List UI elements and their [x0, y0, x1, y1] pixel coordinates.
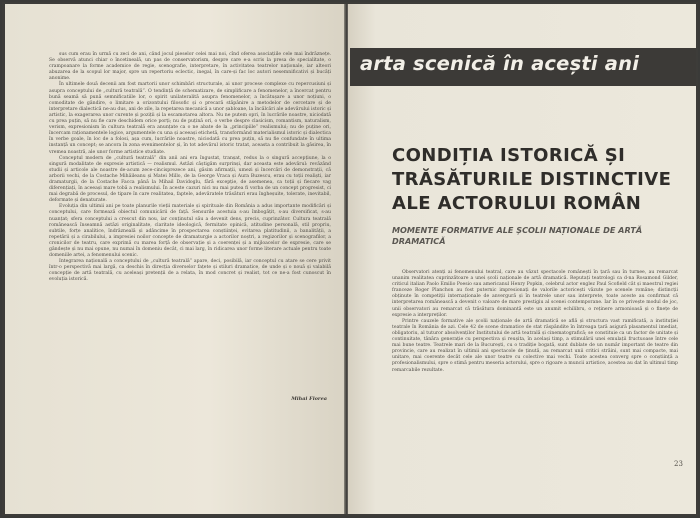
- left-article-column: [49, 52, 331, 284]
- left-paragraph: Integrarea națională a conceptului de „cultură teatrală” apare, deci, posibilă, iar conceptul cu atare se cere privit într-o perspectivă mai largă, ca deschis în direcția diverselor fațete și stiluri dramatice, de unde și o nouă și valabilă concepție de artă teatrală, cu aceleași pretenții de a relata, în mod concret și realist, tot ce ne-a fost cunoscut în evoluția istorică.: [49, 259, 331, 283]
- magazine-spread: [2, 2, 698, 516]
- right-page: [348, 4, 696, 514]
- right-paragraph: Printre cauzele formative ale școlii naționale de artă dramatică se află și structura vast ramificată, a instituției teatrale în România de azi. Cele 42 de scene dramatice de stat răspândite în întreaga țară asigură plasamentul imediat, obligatoriu, al tuturor absolvenților Institutului de artă teatrală și cinematografică; se constituie ca un factor de unitate și continuitate, tânăra generație cu perspectiva și reușita, în același timp, a stimulării unei emulații fructuoase între cele mai bune teatre. Teatrele mari de la București, cu o tradiție bogată, sunt dublate de un număr important de teatre din provincie, care au realizat în ultimii ani spectacole de ținută, au remarcat unii critici străini, sunt mai compacte, mai unitare, mai coerente decât cele ale unor teatre cu colective mai vechi. Toate acestea converg spre o conștiință a profesionalismului, spre o stimă pentru meseria actorului, spre o rigoare a muncii artistice, acestea au dat în ultimul timp remarcabile rezultate.: [392, 318, 678, 373]
- page-number: 23: [674, 460, 683, 468]
- author-signature: Mihai Florea: [291, 396, 327, 402]
- article-subtitle: MOMENTE FORMATIVE ALE ȘCOLII NAȚIONALE DE ARTĂ DRAMATICĂ: [392, 225, 643, 246]
- section-banner: [350, 48, 696, 86]
- right-paragraph: Observatori atenți ai fenomenului teatral, care au văzut spectacole românești în țară sau în turnee, au remarcat unanim realitatea cuprinzătoare a unei școli naționale de artă dramatică. Reputați teatrologi ca d-na Rosamond Gilder, criticul italian Paolo Emilio Poesio sau americanul Henry Popkin, celebrul actor englez Paul Scofield cât și maestrul regiei franceze Roger Planchon au fost puternic impresionați de valorile actoricești văzute pe scenele române; distincții obținute în competiții internaționale de anvergură și în teatrele unor sau interprete, toate aceste au confirmat că interpretarea românească a devenit o valoare de mare prestigiu al scenei contemporane. Iar în ce privește modul de joc, unii observatori au remarcat că trăsătura dominantă este un anumit echilibru, o reținere armonioasă și o finețe de expresie a interpreților.: [392, 270, 678, 318]
- left-paragraph: Conceptul modern de „cultură teatrală” din anii ani era îngustat, tranșat, redus la o singură accepțiune, la o singură modalitate de expresie artistică — realismul. Astăzi câștigăm surprinși, dar aceasta este adevărul: revăzând studii și articole ale noastre de-acum zece-cincisprezece ani, găsim afirmații, umezi și încercări de demonstrații, că arborii vechi, de la Costache Mihăileanu și Matei Millo, de la George Vraca și Aura Buzescu, erau cu toții realiști, iar dramaturgii, de la Costache Facca până la Mihail Davidoglu, fără excepție, de asemenea, ca toții și fiecare vag diferențiați, în aceeași mare tobă a realismului. În aceste cazuri nici nu mai putea fi vorba de un concept progresist, ci mai degrabă de procesul, de tipare în care realitatea, faptele, adevăratele trăsături erau îngheșuite, tolerate, inevitabil, deformate și denaturate.: [49, 155, 331, 204]
- left-paragraph: În ultimele două decenii am fost martorii unor schimbări structurale, ai unor procese complexe cu repercusiuni și asupra conceptului de „cultură teatrală”. O tendință de schematizare, de simplificare a fenomenelor, a încercat pentru bună seamă să pună semnificatiile lor, o spirit unilateralită asupra fenomenelor, a încătușare a unor noțiuni, o comoditate de gândire, o limitare a orizontului filosofic și o precară stăpânire a metodelor de cercetare și de interpretare dialectică ne-au dus, ani de zile, la repetarea mecanică a unor șabloane, la încălcări ale adevărului istoric și artistic, la exagerarea unor curente și poziții și la escamotarea altora. Nu ne putem opri, în lucrările noastre, niciodată cu prea puțin, să nu fie care deschidem orice porți; nu de puțină ori, o verbe despre clasicism, romantism, naturalism, verism, expresionism în cultura teatrală era anunțate ca o ne abate de la „principiile” realismului; nu de puține ori, încercam raționamentele logice, argumentele cu una și aceeași etichetă, transformând materialismul istoric și dialectica în verbe goale, în loc de a folosi, așa cum, lucrările noastre, niciodată cu prea puțin, să nu fie confundate în ultima instanță un concept; se ancora în zona evenimentelor și, în tot adevărul istoric tratat, aceasta a contribuit la găsirea, în vremea noastră, ale unor forme artistice studiate.: [49, 82, 331, 155]
- right-article-column: [392, 270, 678, 374]
- left-paragraph: sus cum erau în urmă cu zeci de ani, când jocul pieselor celei mai noi, cînd oferea asociațiile cele mai îndrăznețe. Se observă atunci chiar o încetineală, un pas de conservatorism, despre care e-a scris la presa de specialitate, o crampoanare la forme academice de regie, scenografie, interpretare, în activitatea teatrelor naționale, iar alteori abuzarea de la scopul lor major, spre un repertoriu eclectic, inegal, în care-și fac loc autori nesemnificativi și bucăți anonime.: [49, 52, 331, 82]
- section-banner-title: arta scenică în acești ani: [360, 52, 640, 75]
- left-paragraph: Evoluția din ultimii ani pe toate planurile vieții materiale și spirituale din România a adus importante modificări și conceptului, care formează obiectul comunicării de față. Sensurile acestuia s-au îmbogățit, s-au diversificat, s-au nuanțat; sfera conceptului a crescut din nou, iar conținutul său a devenit dens, precis, cuprinzător. Cultura teatrală românească înseamnă astăzi originalitate, claritate ideologică, fermitate opinică, atitudine personală, stil propriu, subtile, forțe analitice, îndrăzneală și adâncime în prospectarea conștiinței, evitarea platitudinii, a banalității, a repetării și a cirabilului, a impresiei noilor concepte de dramaturgie a actorilor noștri, a regizorilor și scenografilor, a cronicilor de teatru, care exprimă cu marea forță de observație și a coerenței și a mijloacelor de expresie, care se gândește și nu mai opune, nu numai în domeniu decât, ci mai larg, în ridicarea unor forme literare actuale pentru toate domeniile artei, a fenomenului scenic.: [49, 204, 331, 259]
- left-page: [5, 4, 345, 514]
- article-title: CONDIȚIA ISTORICĂ ȘI TRĂSĂTURILE DISTINCTIVE ALE ACTORULUI ROMÂN: [392, 145, 672, 214]
